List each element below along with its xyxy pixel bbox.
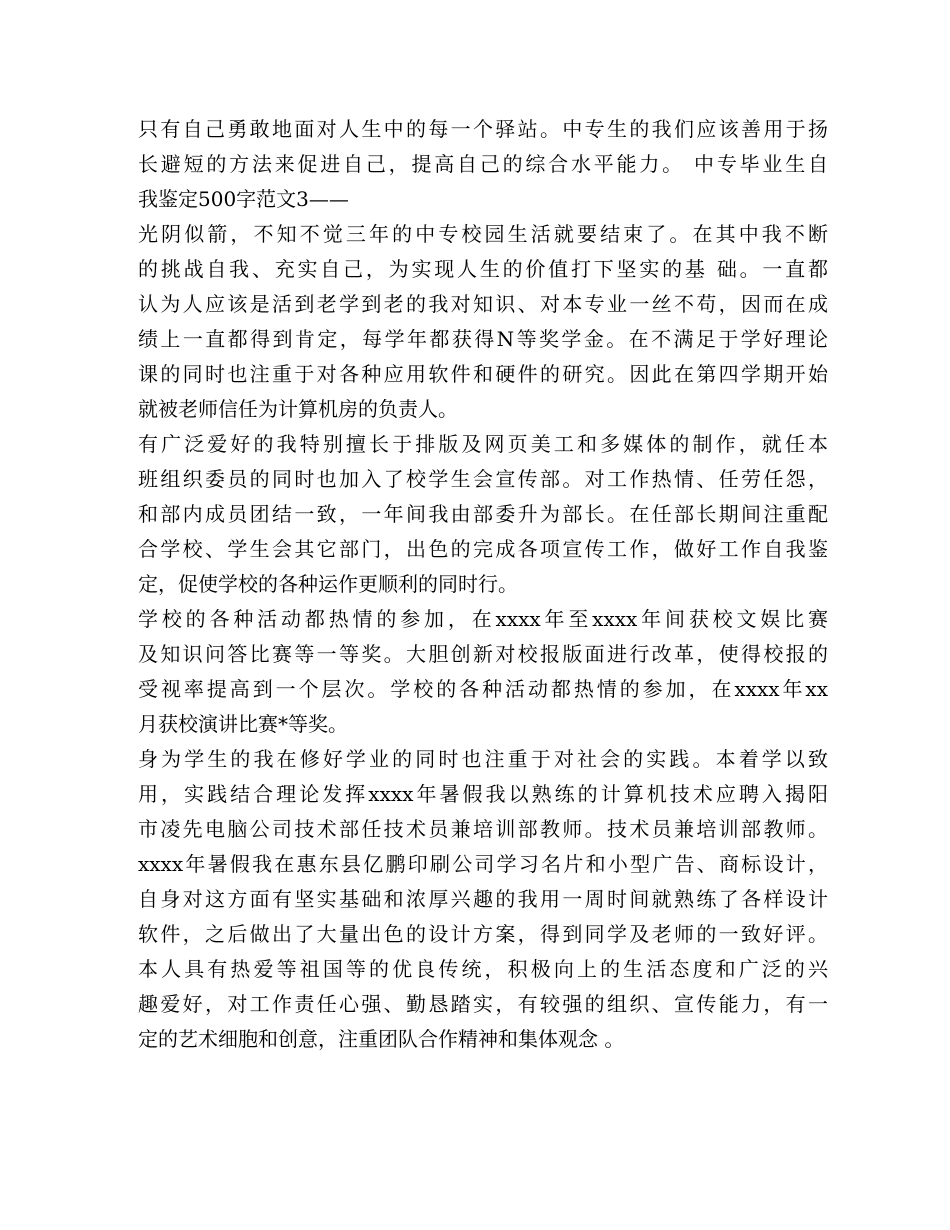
text-line: 课的同时也注重于对各种应用软件和硬件的研究。因此在第四学期开始 [138, 362, 828, 386]
text-line: 月获校演讲比赛*等奖。 [138, 712, 348, 736]
text-line: 认为人应该是活到老学到老的我对知识、对本专业一丝不苟，因而在成 [138, 292, 828, 316]
text-line: 就被老师信任为计算机房的负责人。 [138, 397, 458, 421]
text-line: 定的艺术细胞和创意，注重团队合作精神和集体观念 。 [138, 1027, 625, 1051]
text-line: 自身对这方面有坚实基础和浓厚兴趣的我用一周时间就熟练了各样设计 [138, 887, 828, 911]
text-line: xxxx年暑假我在惠东县亿鹏印刷公司学习名片和小型广告、商标设计， [138, 852, 828, 876]
text-line: 只有自己勇敢地面对人生中的每一个驿站。中专生的我们应该善用于扬 [138, 117, 828, 141]
text-line: 合学校、学生会其它部门，出色的完成各项宣传工作，做好工作自我鉴 [138, 537, 828, 561]
text-line: 班组织委员的同时也加入了校学生会宣传部。对工作热情、任劳任怨， [138, 467, 828, 491]
text-line: 用，实践结合理论发挥xxxx年暑假我以熟练的计算机技术应聘入揭阳 [138, 782, 828, 806]
text-line: 本人具有热爱等祖国等的优良传统，积极向上的生活态度和广泛的兴 [138, 957, 828, 981]
text-line: 定，促使学校的各种运作更顺利的同时行。 [138, 572, 518, 596]
text-line: 和部内成员团结一致，一年间我由部委升为部长。在任部长期间注重配 [138, 502, 828, 526]
document-body [138, 112, 828, 1057]
text-line: 我鉴定500字范文3—— [138, 187, 349, 211]
text-line: 绩上一直都得到肯定，每学年都获得N等奖学金。在不满足于学好理论 [138, 327, 828, 351]
text-line: 学校的各种活动都热情的参加，在xxxx年至xxxx年间获校文娱比赛 [138, 607, 828, 631]
text-line: 的挑战自我、充实自己，为实现人生的价值打下坚实的基 础。一直都 [138, 257, 828, 281]
text-line: 有广泛爱好的我特别擅长于排版及网页美工和多媒体的制作，就任本 [138, 432, 828, 456]
text-line: 光阴似箭，不知不觉三年的中专校园生活就要结束了。在其中我不断 [138, 222, 828, 246]
text-line: 及知识问答比赛等一等奖。大胆创新对校报版面进行改革，使得校报的 [138, 642, 828, 666]
text-line: 受视率提高到一个层次。学校的各种活动都热情的参加，在xxxx年xx [138, 677, 828, 701]
text-line: 趣爱好，对工作责任心强、勤恳踏实，有较强的组织、宣传能力，有一 [138, 992, 828, 1016]
text-line: 身为学生的我在修好学业的同时也注重于对社会的实践。本着学以致 [138, 747, 828, 771]
text-line: 市凌先电脑公司技术部任技术员兼培训部教师。技术员兼培训部教师。 [138, 817, 828, 841]
text-line: 长避短的方法来促进自己，提高自己的综合水平能力。 中专毕业生自 [138, 152, 828, 176]
text-line: 软件，之后做出了大量出色的设计方案，得到同学及老师的一致好评。 [138, 922, 828, 946]
